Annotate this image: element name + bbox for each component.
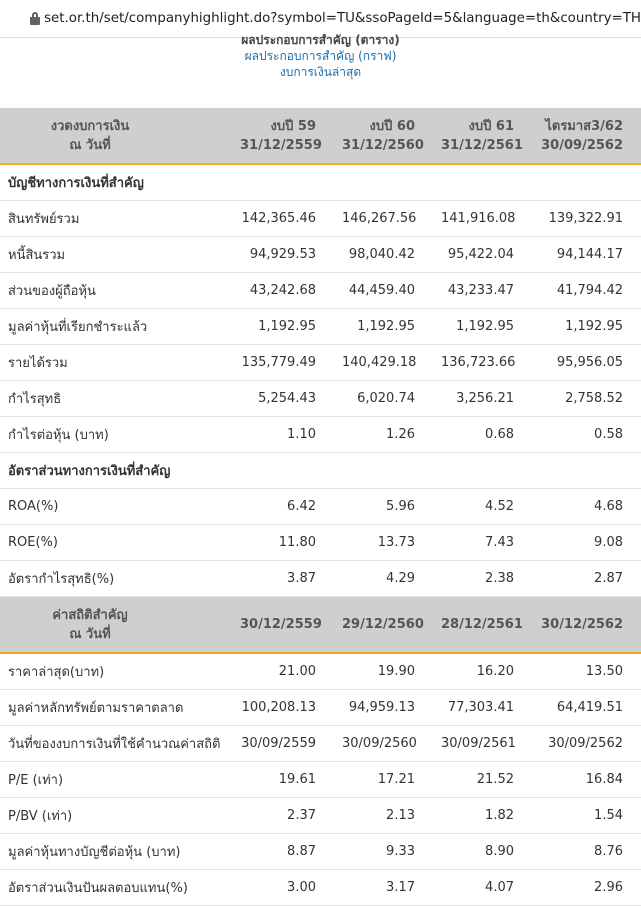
cell-value: 43,242.68 bbox=[232, 273, 334, 309]
cell-value: 146,267.56 bbox=[334, 201, 433, 237]
section-row-ratios bbox=[0, 453, 641, 489]
table-row bbox=[0, 525, 641, 561]
cell-value: 30/09/2560 bbox=[334, 726, 433, 762]
header-col-3: งบปี 61 31/12/2561 bbox=[433, 108, 532, 164]
cell-value: 1.54 bbox=[532, 798, 641, 834]
cell-value: 1.82 bbox=[433, 798, 532, 834]
date-label: ณ วันที่ bbox=[69, 137, 111, 153]
cell-value: 7.43 bbox=[433, 525, 532, 561]
cell-value: 0.68 bbox=[433, 417, 532, 453]
table-row bbox=[0, 690, 641, 726]
cell-value: 1,192.95 bbox=[232, 309, 334, 345]
cell-value: 43,233.47 bbox=[433, 273, 532, 309]
cell-value: 41,794.42 bbox=[532, 273, 641, 309]
cell-value: 98,040.42 bbox=[334, 237, 433, 273]
cell-value: 9.33 bbox=[334, 834, 433, 870]
row-label: ROA(%) bbox=[0, 489, 232, 525]
cell-value: 94,959.13 bbox=[334, 690, 433, 726]
cell-value: 3.17 bbox=[334, 870, 433, 906]
date-label: ณ วันที่ bbox=[69, 626, 111, 642]
cell-value: 17.21 bbox=[334, 762, 433, 798]
cell-value: 2.38 bbox=[433, 561, 532, 597]
row-label: อัตราส่วนเงินปันผลตอบแทน(%) bbox=[0, 870, 232, 906]
cell-value: 139,322.91 bbox=[532, 201, 641, 237]
cell-value: 30/09/2559 bbox=[232, 726, 334, 762]
cell-value: 3.87 bbox=[232, 561, 334, 597]
cell-value: 21.00 bbox=[232, 653, 334, 690]
period-label: งวดงบการเงิน bbox=[50, 118, 130, 134]
row-label: P/E (เท่า) bbox=[0, 762, 232, 798]
cell-value: 19.61 bbox=[232, 762, 334, 798]
cell-value: 6,020.74 bbox=[334, 381, 433, 417]
stats-header-row bbox=[0, 597, 641, 654]
header-col-1: งบปี 59 31/12/2559 bbox=[232, 108, 334, 164]
stats-label: ค่าสถิติสำคัญ bbox=[52, 607, 128, 623]
cell-value: 6.42 bbox=[232, 489, 334, 525]
cell-value: 4.68 bbox=[532, 489, 641, 525]
graph-view-link[interactable]: ผลประกอบการสำคัญ (กราฟ) bbox=[244, 49, 397, 63]
cell-value: 16.84 bbox=[532, 762, 641, 798]
cell-value: 94,144.17 bbox=[532, 237, 641, 273]
url-text[interactable]: set.or.th/set/companyhighlight.do?symbol=TU&ssoPageId=5&language=th&country=TH bbox=[44, 11, 641, 26]
cell-value: 30/09/2561 bbox=[433, 726, 532, 762]
row-label: มูลค่าหุ้นทางบัญชีต่อหุ้น (บาท) bbox=[0, 834, 232, 870]
table-row bbox=[0, 561, 641, 597]
cell-value: 95,956.05 bbox=[532, 345, 641, 381]
table-row bbox=[0, 834, 641, 870]
section-row-financial bbox=[0, 164, 641, 201]
table-row bbox=[0, 417, 641, 453]
latest-statement-link[interactable]: งบการเงินล่าสุด bbox=[279, 65, 362, 79]
table-row bbox=[0, 870, 641, 906]
header-col-3: 28/12/2561 bbox=[433, 597, 532, 654]
cell-value: 136,723.66 bbox=[433, 345, 532, 381]
section-title: บัญชีทางการเงินที่สำคัญ bbox=[0, 164, 641, 201]
cell-value: 9.08 bbox=[532, 525, 641, 561]
table-row bbox=[0, 309, 641, 345]
cell-value: 135,779.49 bbox=[232, 345, 334, 381]
cell-value: 140,429.18 bbox=[334, 345, 433, 381]
header-label-cell bbox=[0, 108, 232, 164]
table-row bbox=[0, 201, 641, 237]
cell-value: 21.52 bbox=[433, 762, 532, 798]
lock-icon[interactable] bbox=[30, 12, 34, 25]
header-col-4: 30/12/2562 bbox=[532, 597, 641, 654]
cell-value: 1.26 bbox=[334, 417, 433, 453]
header-col-2: งบปี 60 31/12/2560 bbox=[334, 108, 433, 164]
cell-value: 2.87 bbox=[532, 561, 641, 597]
current-view-label: ผลประกอบการสำคัญ (ตาราง) bbox=[241, 33, 400, 47]
row-label: รายได้รวม bbox=[0, 345, 232, 381]
table-row bbox=[0, 273, 641, 309]
cell-value: 44,459.40 bbox=[334, 273, 433, 309]
cell-value: 1,192.95 bbox=[433, 309, 532, 345]
cell-value: 1.10 bbox=[232, 417, 334, 453]
cell-value: 64,419.51 bbox=[532, 690, 641, 726]
table-row bbox=[0, 762, 641, 798]
cell-value: 8.76 bbox=[532, 834, 641, 870]
cell-value: 13.50 bbox=[532, 653, 641, 690]
row-label: มูลค่าหลักทรัพย์ตามราคาตลาด bbox=[0, 690, 232, 726]
table-row bbox=[0, 726, 641, 762]
cell-value: 3,256.21 bbox=[433, 381, 532, 417]
cell-value: 2.37 bbox=[232, 798, 334, 834]
table-row bbox=[0, 489, 641, 525]
row-label: ROE(%) bbox=[0, 525, 232, 561]
cell-value: 4.29 bbox=[334, 561, 433, 597]
row-label: ราคาล่าสุด(บาท) bbox=[0, 653, 232, 690]
cell-value: 4.07 bbox=[433, 870, 532, 906]
cell-value: 94,929.53 bbox=[232, 237, 334, 273]
header-col-1: 30/12/2559 bbox=[232, 597, 334, 654]
section-title: อัตราส่วนทางการเงินที่สำคัญ bbox=[0, 453, 641, 489]
row-label: มูลค่าหุ้นที่เรียกชำระแล้ว bbox=[0, 309, 232, 345]
cell-value: 2,758.52 bbox=[532, 381, 641, 417]
cell-value: 5,254.43 bbox=[232, 381, 334, 417]
row-label: สินทรัพย์รวม bbox=[0, 201, 232, 237]
cell-value: 8.90 bbox=[433, 834, 532, 870]
cell-value: 13.73 bbox=[334, 525, 433, 561]
cell-value: 8.87 bbox=[232, 834, 334, 870]
cell-value: 95,422.04 bbox=[433, 237, 532, 273]
row-label: กำไรต่อหุ้น (บาท) bbox=[0, 417, 232, 453]
cell-value: 19.90 bbox=[334, 653, 433, 690]
table-row bbox=[0, 237, 641, 273]
header-col-4: ไตรมาส3/62 30/09/2562 bbox=[532, 108, 641, 164]
header-col-2: 29/12/2560 bbox=[334, 597, 433, 654]
cell-value: 16.20 bbox=[433, 653, 532, 690]
row-label: กำไรสุทธิ bbox=[0, 381, 232, 417]
cell-value: 77,303.41 bbox=[433, 690, 532, 726]
row-label: วันที่ของงบการเงินที่ใช้คำนวณค่าสถิติ bbox=[0, 726, 232, 762]
cell-value: 142,365.46 bbox=[232, 201, 334, 237]
row-label: อัตรากำไรสุทธิ(%) bbox=[0, 561, 232, 597]
table-row bbox=[0, 653, 641, 690]
company-highlight-table bbox=[0, 108, 641, 906]
view-links bbox=[0, 32, 641, 80]
cell-value: 5.96 bbox=[334, 489, 433, 525]
cell-value: 11.80 bbox=[232, 525, 334, 561]
row-label: ส่วนของผู้ถือหุ้น bbox=[0, 273, 232, 309]
cell-value: 0.58 bbox=[532, 417, 641, 453]
financial-header-row bbox=[0, 108, 641, 164]
row-label: P/BV (เท่า) bbox=[0, 798, 232, 834]
cell-value: 1,192.95 bbox=[532, 309, 641, 345]
table-row bbox=[0, 798, 641, 834]
cell-value: 141,916.08 bbox=[433, 201, 532, 237]
row-label: หนี้สินรวม bbox=[0, 237, 232, 273]
cell-value: 2.13 bbox=[334, 798, 433, 834]
cell-value: 1,192.95 bbox=[334, 309, 433, 345]
cell-value: 2.96 bbox=[532, 870, 641, 906]
table-row bbox=[0, 345, 641, 381]
table-row bbox=[0, 381, 641, 417]
header-label-cell bbox=[0, 597, 232, 654]
cell-value: 100,208.13 bbox=[232, 690, 334, 726]
cell-value: 4.52 bbox=[433, 489, 532, 525]
cell-value: 3.00 bbox=[232, 870, 334, 906]
cell-value: 30/09/2562 bbox=[532, 726, 641, 762]
